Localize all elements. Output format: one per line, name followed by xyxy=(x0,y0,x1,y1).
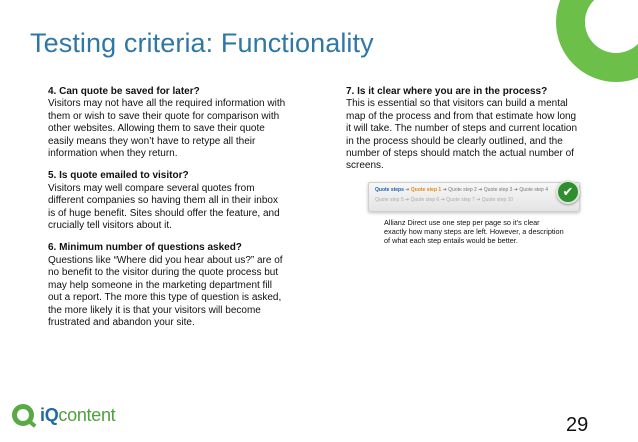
criterion-body: Questions like “Where did you hear about us?” are of no benefit to the visitor during the quote process but may help someone in the marketing department fill out a report. The more this type of question is asked, the more likely it is that your visitors will become frustrated and abandon your site. xyxy=(48,254,283,328)
screenshot-caption: Allianz Direct use one step per page so it’s clear exactly how many steps are left. However, a description of what each step entails would be better. xyxy=(384,218,564,245)
brand-prefix: iQ xyxy=(40,404,59,425)
progress-current-step: Quote step 1 xyxy=(410,187,442,193)
criterion-body: Visitors may well compare several quotes from different companies so having them all in their inbox is of huge benefit. Sites should offer the feature, and crucially tell visitors about it. xyxy=(48,182,280,232)
page-number: 29 xyxy=(566,414,589,436)
slide-title: Testing criteria: Functionality xyxy=(30,28,374,58)
brand-suffix: content xyxy=(58,404,116,425)
criterion-heading: 4. Can quote be saved for later? xyxy=(48,86,200,97)
criterion-heading: 5. Is quote emailed to visitor? xyxy=(48,170,189,182)
criterion-5 xyxy=(48,170,298,232)
brand-logo xyxy=(12,404,115,426)
criterion-heading: 6. Minimum number of questions asked? xyxy=(48,242,242,254)
criterion-4 xyxy=(48,86,298,160)
progress-remaining-steps: Quote step 2 ➔ Quote step 3 ➔ Quote step 4 xyxy=(448,187,548,193)
criterion-6 xyxy=(48,242,298,329)
arrow-icon: ➔ xyxy=(405,187,410,193)
iq-logo-icon xyxy=(12,404,34,426)
right-column xyxy=(346,86,608,183)
corner-logo-ring-icon xyxy=(556,0,638,82)
criterion-body: Visitors may not have all the required information with them or wish to save their quote for comparison with other websites. Allowing them to save their quote easily means they won’t have to retype all their information when they return. xyxy=(48,98,286,160)
criterion-7 xyxy=(346,86,608,173)
check-icon: ✔ xyxy=(556,180,580,204)
progress-row-2: Quote step 5 ➔ Quote step 6 ➔ Quote step 7 ➔ Quote step 10 xyxy=(375,197,514,203)
left-column xyxy=(48,86,298,339)
criterion-body: This is essential so that visitors can build a mental map of the process and from that estimate how long it will take. The number of steps and current location in the process should be clearly outlined, and the number of steps should match the actual number of screens. xyxy=(346,98,578,172)
progress-label: Quote steps xyxy=(375,187,404,193)
arrow-icon: ➔ xyxy=(442,187,447,193)
brand-name xyxy=(40,405,115,426)
example-progress-screenshot xyxy=(368,182,580,212)
progress-row-1 xyxy=(375,187,579,194)
criterion-heading: 7. Is it clear where you are in the process? xyxy=(346,86,548,97)
